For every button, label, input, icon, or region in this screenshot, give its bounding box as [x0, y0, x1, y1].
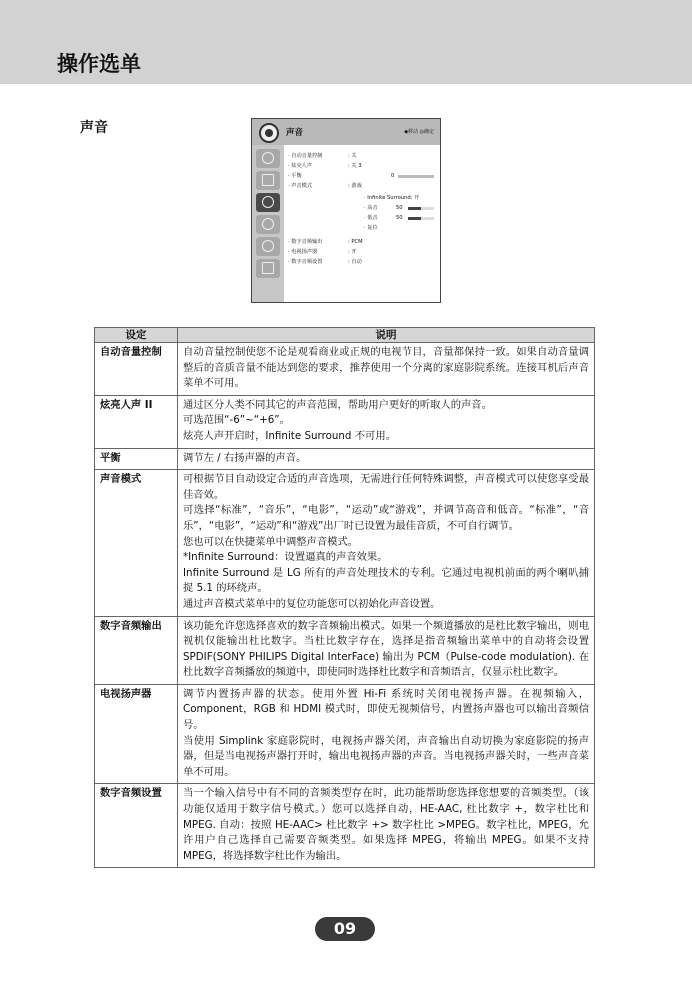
- section-title: 声音: [80, 120, 108, 136]
- setting-name: 平衡: [95, 448, 178, 470]
- osd-menu-figure: 声音 ◆移动 ◎确定 · 自动音量控制 : 关 · 炫亮人声 : 关 3 · 平衡 0 · 声音模式 : 游戏 · Infinite Surround: 开 · 高音 50 · 低音 50 · 复位 · 数字音频输出 : PCM · 电视扬声器 : 开 · 数字音频设置 : 自动: [251, 118, 441, 303]
- setting-name: 自动音量控制: [95, 343, 178, 396]
- column-header: 设定: [95, 328, 178, 343]
- balance-bar: [398, 175, 434, 178]
- osd-sub-row: · 高音 50: [364, 204, 434, 213]
- setting-description: 可根据节目自动设定合适的声音选项，无需进行任何特殊调整，声音模式可以使您享受最佳音效。 可选择“标准”，“音乐”，“电影”，“运动”或“游戏”，并调节高音和低音。“标准”，“音乐”，“电影”，“运动”和“游戏”出厂时已设置为最佳音质，不可自行调节。 您也可以在快捷菜单中调整声音模式。 *Infinite Surround：设置逼真的声音效果。 Infinite Surround 是 LG 所有的声音处理技术的专利。它通过电视机前面的两个喇叭捕捉 5.1 的环绕声。 通过声音模式菜单中的复位功能您可以初始化声音设置。: [178, 470, 595, 616]
- settings-table: [94, 327, 595, 868]
- sound-tab-icon: [256, 193, 280, 212]
- table-row: [95, 616, 595, 684]
- table-row: [95, 470, 595, 616]
- setting-name: 数字音频输出: [95, 616, 178, 684]
- speaker-icon: [259, 123, 279, 143]
- table-row: [95, 343, 595, 396]
- table-row: [95, 448, 595, 470]
- setting-description: 当一个输入信号中有不同的音频类型存在时，此功能帮助您选择您想要的音频类型。（该功能仅适用于数字信号模式。）您可以选择自动，HE-AAC, 杜比数字 +，数字杜比和 MPEG. 自动：按照 HE-AAC> 杜比数字 +> 数字杜比 >MPEG。数字杜比，MPEG，允许用户自己选择自己需要音频类型。如果选择 MPEG，将输出 MPEG。如果不支持 MPEG，将选择数字杜比作为输出。: [178, 784, 595, 868]
- osd-nav-hint: ◆移动 ◎确定: [404, 129, 434, 135]
- table-row: [95, 684, 595, 784]
- setting-description: 通过区分人类不同其它的声音范围，帮助用户更好的听取人的声音。 可选范围“-6”~“+6”。 炫亮人声开启时，Infinite Surround 不可用。: [178, 395, 595, 448]
- osd-title-bar: [252, 119, 440, 145]
- osd-sub-row: · Infinite Surround: 开: [364, 195, 420, 201]
- screen-tab-icon: [256, 171, 280, 190]
- column-header: 说明: [178, 328, 595, 343]
- table-header-row: [95, 328, 595, 343]
- page-title: 操作选单: [57, 52, 141, 76]
- osd-row: · 平衡 0: [288, 172, 436, 181]
- picture-tab-icon: [256, 149, 280, 168]
- setting-description: 调节内置扬声器的状态。使用外置 Hi-Fi 系统时关闭电视扬声器。在视频输入，Component，RGB 和 HDMI 模式时，即使无视频信号，内置扬声器也可以输出音频信号。 当使用 Simplink 家庭影院时，电视扬声器关闭，声音输出自动切换为家庭影院的扬声器，但是当电视扬声器打开时，输出电视扬声器的声音。当电视扬声器关时，一些声音菜单不可用。: [178, 684, 595, 784]
- page-number: 09: [315, 917, 375, 941]
- setting-description: 调节左 / 右扬声器的声音。: [178, 448, 595, 470]
- setting-name: 声音模式: [95, 470, 178, 616]
- clock-tab-icon: [256, 215, 280, 234]
- osd-category-column: [252, 145, 284, 302]
- bass-bar: [408, 217, 434, 220]
- setting-name: 炫亮人声 II: [95, 395, 178, 448]
- table-row: [95, 784, 595, 868]
- setting-name: 电视扬声器: [95, 684, 178, 784]
- table-row: [95, 395, 595, 448]
- input-tab-icon: [256, 259, 280, 278]
- setting-description: 自动音量控制使您不论是观看商业或正规的电视节目，音量都保持一致。如果自动音量调整后的音质音量不能达到您的要求，推荐使用一个分离的家庭影院系统。连接耳机后声音菜单不可用。: [178, 343, 595, 396]
- treble-bar: [408, 207, 434, 210]
- setting-name: 数字音频设置: [95, 784, 178, 868]
- osd-sub-row: · 低音 50: [364, 214, 434, 223]
- lock-tab-icon: [256, 237, 280, 256]
- osd-title: 声音: [286, 128, 304, 138]
- setting-description: 该功能允许您选择喜欢的数字音频输出模式。如果一个频道播放的是杜比数字输出，则电视机仅能输出杜比数字。当杜比数字存在，选择是指音频输出菜单中的自动将会设置 SPDIF(SONY PHILIPS Digital InterFace) 输出为 PCM（Pulse-code modulation). 在杜比数字音频播放的频道中，即使同时选择杜比数字和音频语言，仅显示杜比数字。: [178, 616, 595, 684]
- osd-sub-row: · 复位: [364, 225, 378, 231]
